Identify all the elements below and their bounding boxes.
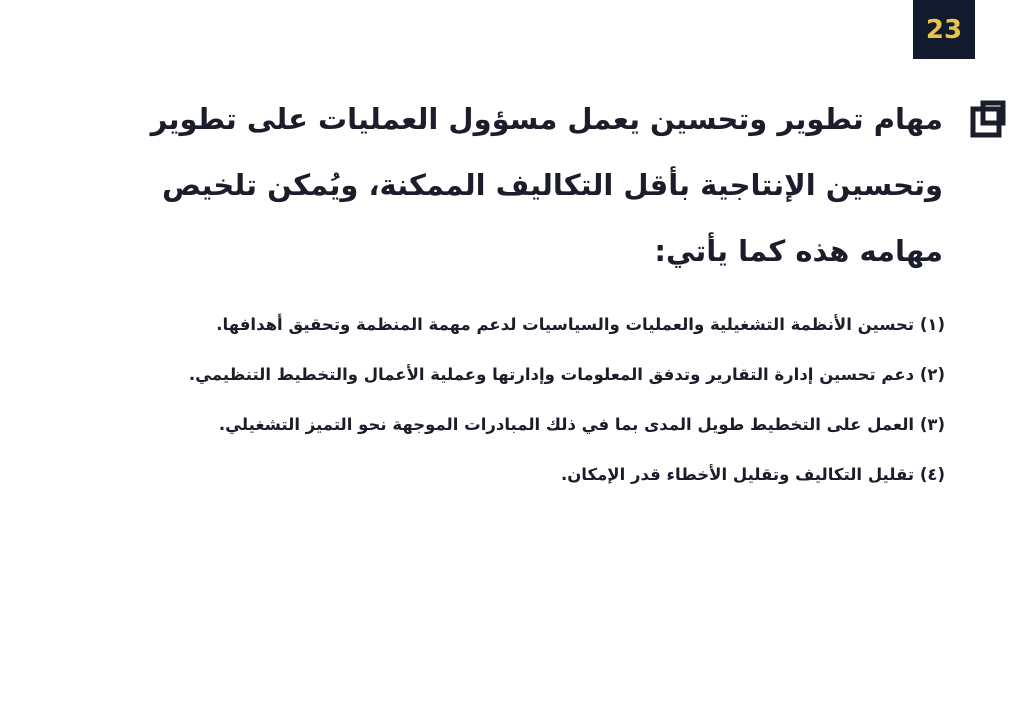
- list-item: (١) تحسين الأنظمة التشغيلية والعمليات والسياسيات لدعم مهمة المنظمة وتحقيق أهدافها.: [216, 315, 945, 334]
- nested-squares-icon: [969, 100, 1009, 140]
- list-item: (٤) تقليل التكاليف وتقليل الأخطاء قدر الإمكان.: [560, 465, 945, 484]
- list-item: (٣) العمل على التخطيط طويل المدى بما في ذلك المبادرات الموجهة نحو التميز التشغيلي.: [218, 415, 945, 434]
- points-list: [65, 308, 945, 508]
- page-number: 23: [925, 14, 963, 45]
- page-number-badge: [913, 0, 975, 59]
- list-item: (٢) دعم تحسين إدارة التقارير وتدفق المعلومات وإدارتها وعملية الأعمال والتخطيط التنظيمي.: [188, 365, 945, 384]
- section-heading: مهام تطوير وتحسين يعمل مسؤول العمليات على تطوير وتحسين الإنتاجية بأقل التكاليف الممكنة، ويُمكن تلخيص مهامه هذه كما يأتي:: [150, 102, 943, 268]
